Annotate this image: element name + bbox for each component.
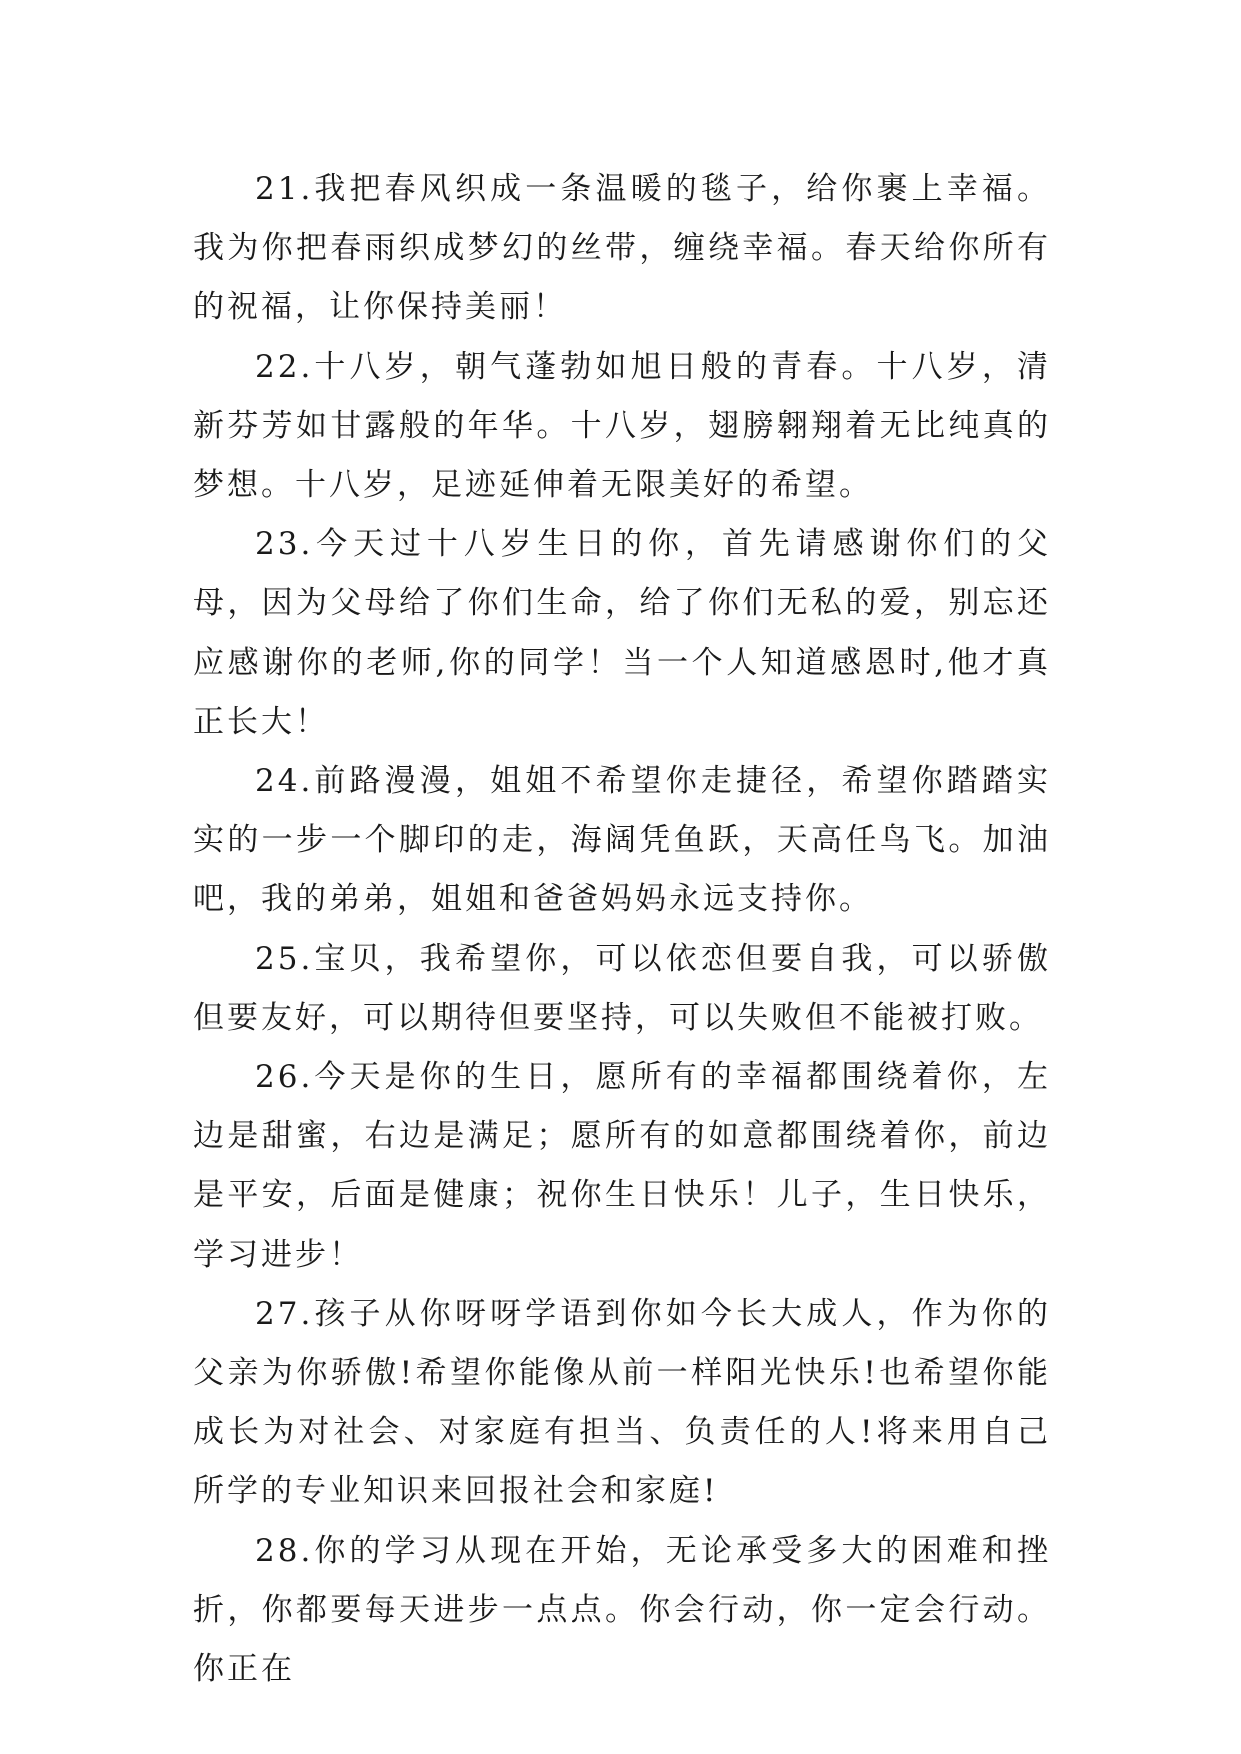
paragraph-26: 26.今天是你的生日，愿所有的幸福都围绕着你，左边是甜蜜，右边是满足；愿所有的如意都围绕着你，前边是平安，后面是健康；祝你生日快乐！儿子，生日快乐，学习进步！ (193, 1059, 1051, 1273)
paragraph-27: 27.孩子从你呀呀学语到你如今长大成人，作为你的父亲为你骄傲!希望你能像从前一样阳光快乐!也希望你能成长为对社会、对家庭有担当、负责任的人!将来用自己所学的专业知识来回报社会和家庭! (193, 1295, 1051, 1510)
paragraph-21: 21.我把春风织成一条温暖的毯子，给你裹上幸福。我为你把春雨织成梦幻的丝带，缠绕幸福。春天给你所有的祝福，让你保持美丽！ (193, 171, 1051, 326)
paragraph-22: 22.十八岁，朝气蓬勃如旭日般的青春。十八岁，清新芬芳如甘露般的年华。十八岁，翅膀翱翔着无比纯真的梦想。十八岁，足迹延伸着无限美好的希望。 (193, 348, 1051, 504)
paragraph-25: 25.宝贝，我希望你，可以依恋但要自我，可以骄傲但要友好，可以期待但要坚持，可以失败但不能被打败。 (193, 940, 1051, 1036)
paragraph-24: 24.前路漫漫，姐姐不希望你走捷径，希望你踏踏实实的一步一个脚印的走，海阔凭鱼跃，天高任鸟飞。加油吧，我的弟弟，姐姐和爸爸妈妈永远支持你。 (193, 763, 1051, 918)
document-body (193, 160, 1051, 1699)
paragraph-23: 23.今天过十八岁生日的你，首先请感谢你们的父母，因为父母给了你们生命，给了你们无私的爱，别忘还应感谢你的老师,你的同学！当一个人知道感恩时,他才真正长大！ (193, 526, 1051, 740)
paragraph-28: 28.你的学习从现在开始，无论承受多大的困难和挫折，你都要每天进步一点点。你会行动，你一定会行动。你正在 (193, 1532, 1051, 1688)
